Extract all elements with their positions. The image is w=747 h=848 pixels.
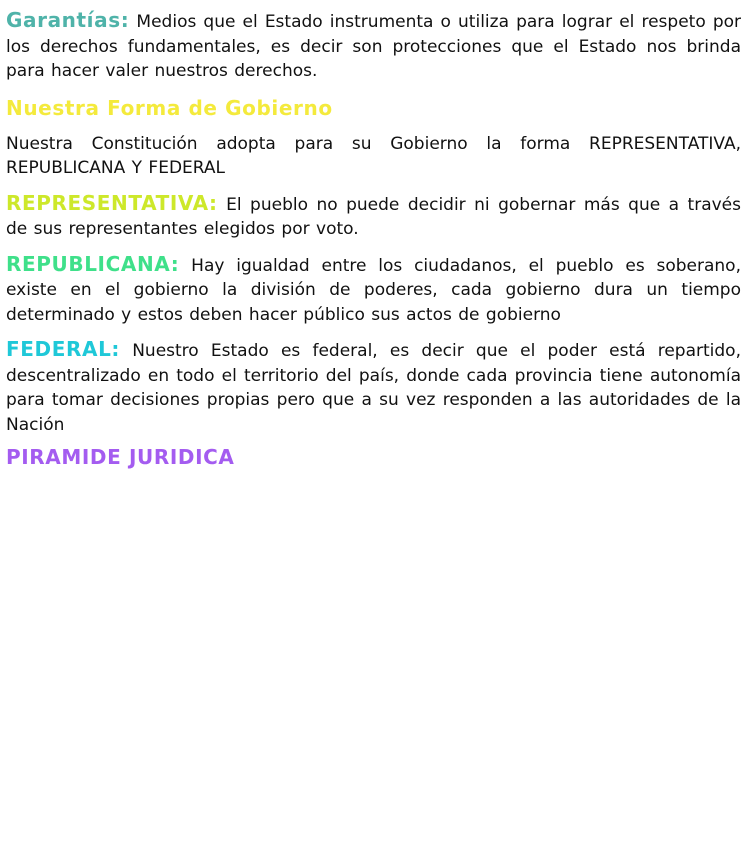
forma-gobierno-paragraph: Nuestra Constitución adopta para su Gobierno la forma REPRESENTATIVA, REPUBLICANA Y FEDERAL [6,133,741,178]
federal-paragraph [6,337,741,437]
garantias-term: Garantías: [6,8,130,32]
republicana-paragraph [6,252,741,328]
representativa-term: REPRESENTATIVA: [6,190,218,215]
republicana-term: REPUBLICANA: [6,251,180,276]
document-page [6,8,741,481]
republicana-text: Hay igualdad entre los ciudadanos, el pueblo es soberano, existe en el gobierno la división de poderes, cada gobierno dura un tiempo determinado y estos deben hacer público sus actos de gobierno [6,255,741,325]
federal-term: FEDERAL: [6,337,121,361]
federal-text: Nuestro Estado es federal, es decir que el poder está repartido, descentralizado en todo el territorio del país, donde cada provincia tiene autonomía para tomar decisiones propias pero que a su vez responden a las autoridades de la Nación [6,341,741,435]
forma-gobierno-heading: Nuestra Forma de Gobierno [6,95,333,120]
garantias-paragraph [6,8,741,84]
garantias-text: Medios que el Estado instrumenta o utiliza para lograr el respeto por los derechos fundamentales, es decir son protecciones que el Estado nos brinda para hacer valer nuestros derechos. [6,12,741,81]
piramide-heading: PIRAMIDE JURIDICA [6,445,235,469]
representativa-paragraph [6,191,741,242]
representativa-text: El pueblo no puede decidir ni gobernar más que a través de sus representantes elegidos por voto. [6,194,741,239]
